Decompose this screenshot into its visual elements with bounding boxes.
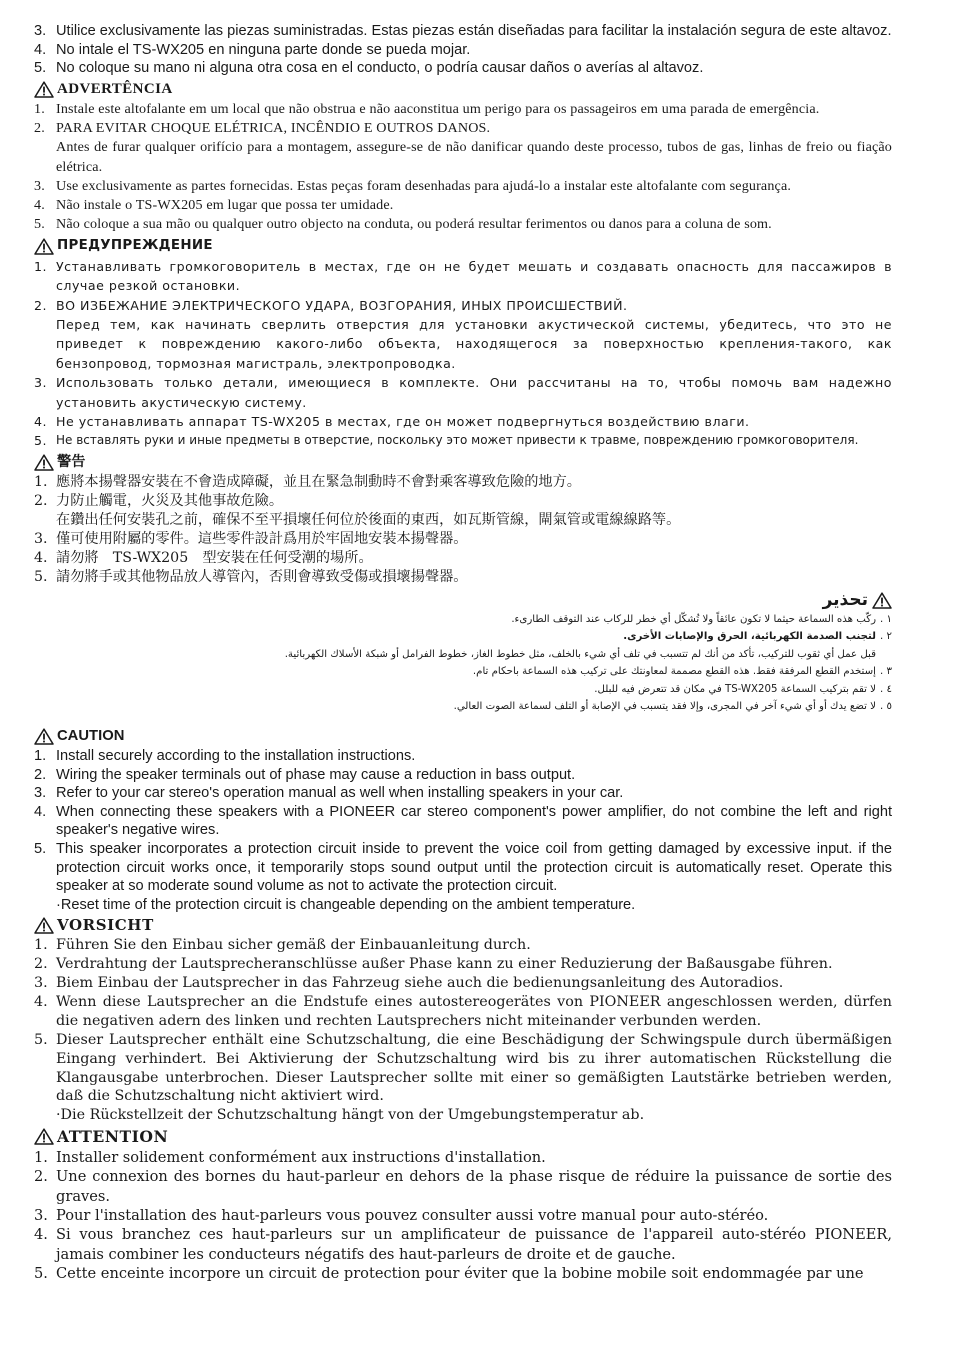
section-title-pt	[34, 80, 892, 99]
item-text: Не вставлять руки и иные предметы в отверстие, поскольку это может привести к травме, повреждению громкоговорителя.	[56, 433, 859, 448]
item-text: 請勿將 TS-WX205 型安裝在任何受潮的場所。	[56, 550, 373, 567]
item-text: Não coloque a sua mão ou qualquer outro objecto na conduta, ou poderá resultar ferimentos ou danos para a coluna de som.	[56, 216, 772, 233]
list-item	[34, 492, 892, 530]
list-en	[34, 747, 892, 896]
section-ar	[34, 589, 892, 716]
item-text: Wiring the speaker terminals out of phase may cause a reduction in bass output.	[56, 766, 576, 783]
list-item	[34, 215, 892, 234]
item-number: 3.	[34, 177, 45, 194]
item-text: Устанавливать громкоговоритель в местах, где он не будет мешать и создавать опасность для пассажиров в случае резкой остановки.	[56, 258, 892, 294]
list-ar	[34, 611, 892, 715]
section-fr	[34, 1127, 892, 1283]
item-text: إستخدم القطع المرفقة فقط. هذه القطع مصممة لمعاونتك على تركيب هذه السماعة باحكام تام.	[472, 666, 876, 678]
list-item	[34, 373, 892, 412]
list-item	[34, 1225, 892, 1264]
warning-triangle-icon	[34, 81, 54, 98]
item-number: 1.	[34, 100, 45, 117]
item-text: ВО ИЗБЕЖАНИЕ ЭЛЕКТРИЧЕСКОГО УДАРА, ВОЗГОРАНИЯ, ИНЫХ ПРОИСШЕСТВИЙ.	[56, 297, 628, 313]
item-subtext: Перед тем, как начинать сверлить отверстия для установки акустической системы, убедитесь, что это не приведет к повреждению какого-либо объекта, находящегося за поверхностью крепления-такого, как бензопровод, тормозная магистраль, электропроводка.	[56, 317, 892, 371]
section-es	[34, 22, 892, 78]
item-text: Biem Einbau der Lautsprecher in das Fahrzeug siehe auch die bedienungsanleitung des Autoradios.	[56, 975, 784, 992]
item-text: 請勿將手或其他物品放人導管內，否則會導致受傷或損壞揚聲器。	[56, 569, 468, 586]
item-number: ٣ .	[880, 666, 892, 678]
warning-triangle-icon	[34, 1128, 54, 1145]
item-text: Utilice exclusivamente las piezas suministradas. Estas piezas están diseñadas para facilitar la instalación segura de este altavoz.	[56, 23, 892, 39]
item-number: 3.	[34, 23, 47, 39]
list-item	[34, 698, 892, 715]
item-text: Use exclusivamente as partes fornecidas. Estas peças foram desenhadas para ajudá-lo a instalar este altofalante com segurança.	[56, 177, 792, 194]
list-item	[34, 840, 892, 896]
section-title-text: ПРЕДУПРЕЖДЕНИЕ	[57, 238, 213, 254]
list-es	[34, 22, 892, 78]
list-item	[34, 119, 892, 177]
item-number: 2.	[34, 956, 48, 973]
list-item	[34, 1264, 892, 1283]
item-number: 4.	[34, 803, 47, 820]
list-item	[34, 936, 892, 955]
list-item	[34, 177, 892, 196]
list-item	[34, 1206, 892, 1225]
list-item	[34, 257, 892, 296]
item-text: Refer to your car stereo's operation manual as well when installing speakers in your car.	[56, 785, 624, 802]
item-number: 5.	[34, 216, 45, 233]
item-text: No intale el TS-WX205 en ninguna parte donde se pueda mojar.	[56, 41, 471, 58]
section-title-ar	[34, 589, 892, 610]
list-item	[34, 473, 892, 492]
list-item	[34, 22, 892, 41]
list-item	[34, 681, 892, 698]
section-title-text: ATTENTION	[57, 1127, 169, 1147]
list-item	[34, 549, 892, 568]
item-text: Install securely according to the installation instructions.	[56, 747, 416, 764]
list-item	[34, 611, 892, 628]
protection-note: ·Die Rückstellzeit der Schutzschaltung hängt von der Umgebungstemperatur ab.	[56, 1107, 645, 1124]
warning-triangle-icon	[34, 454, 54, 471]
section-title-text: ADVERTÊNCIA	[57, 80, 173, 97]
list-item	[34, 196, 892, 215]
item-number: 4.	[34, 993, 48, 1010]
item-number: 4.	[34, 414, 48, 430]
item-number: 5.	[34, 1265, 48, 1283]
item-number: ٢ .	[880, 631, 892, 643]
protection-note: ·Reset time of the protection circuit is changeable depending on the ambient temperature.	[56, 896, 636, 913]
item-text: 僅可使用附屬的零件。這些零件設計爲用於牢固地安裝本揚聲器。	[56, 531, 468, 548]
list-item	[34, 646, 892, 663]
item-text: Führen Sie den Einbau sicher gemäß der Einbauanleitung durch.	[56, 937, 531, 954]
list-item	[34, 766, 892, 785]
list-item	[34, 431, 892, 450]
section-title-ru	[34, 236, 892, 255]
item-subtext: Antes de furar qualquer orifício para a montagem, assegure-se de não danificar quando deste processo, tubos de gas, linhas de freio ou fiação elétrica.	[56, 139, 892, 175]
list-zh	[34, 473, 892, 588]
item-text: Pour l'installation des haut-parleurs vous pouvez consulter aussi votre manual pour auto-stéréo.	[56, 1206, 769, 1224]
list-pt	[34, 100, 892, 234]
list-item	[34, 568, 892, 587]
section-title-text: VORSICHT	[57, 916, 154, 935]
item-text: Une connexion des bornes du haut-parleur en dehors de la phase risque de réduire la puissance de sortie des graves.	[56, 1168, 892, 1205]
warning-triangle-icon	[34, 917, 54, 934]
item-number: 1.	[34, 258, 48, 274]
list-item	[34, 530, 892, 549]
item-number: 3.	[34, 785, 47, 802]
section-title-text: CAUTION	[57, 728, 125, 745]
list-item	[34, 628, 892, 645]
warning-triangle-icon	[872, 592, 892, 609]
item-number: 5.	[34, 569, 48, 586]
item-number: 5.	[34, 840, 47, 857]
list-de	[34, 936, 892, 1106]
item-number: 2.	[34, 297, 48, 313]
item-number: 3.	[34, 975, 48, 992]
item-number: 2.	[34, 120, 45, 137]
list-item	[34, 412, 892, 431]
item-number: 5.	[34, 60, 47, 77]
list-fr	[34, 1148, 892, 1284]
list-item	[34, 59, 892, 78]
section-title-text: تحذير	[822, 589, 868, 610]
item-number: 5.	[34, 1031, 48, 1048]
list-ru	[34, 257, 892, 451]
warning-triangle-icon	[34, 238, 54, 255]
item-text: When connecting these speakers with a PIONEER car stereo component's power amplifier, do not combine the left and right speaker's negative wires.	[56, 803, 892, 839]
section-title-de	[34, 916, 892, 935]
section-title-zh	[34, 453, 892, 472]
item-text: 力防止觸電，火災及其他事故危險。	[56, 493, 284, 510]
section-zh	[34, 453, 892, 588]
list-item	[34, 296, 892, 374]
item-number: 4.	[34, 1226, 48, 1244]
item-text: Использовать только детали, имеющиеся в комплекте. Они рассчитаны на то, чтобы помочь вам надежно установить акустическую систему.	[56, 375, 892, 410]
section-ru	[34, 236, 892, 450]
item-text: Si vous branchez ces haut-parleurs sur un amplificateur de puissance de l'appareil auto-stéréo PIONEER, jamais combiner les conducteurs négatifs des haut-parleurs de droite et de gauche.	[56, 1226, 892, 1263]
item-text: PARA EVITAR CHOQUE ELÉTRICA, INCÊNDIO E OUTROS DANOS.	[56, 120, 491, 137]
section-pt	[34, 80, 892, 235]
item-text: No coloque su mano ni alguna otra cosa en el conducto, o podría causar daños o averías al altavoz.	[56, 60, 704, 77]
item-number: 3.	[34, 375, 48, 391]
item-text: Не устанавливать аппарат TS-WX205 в местах, где он может подвергнуться воздействию влаги.	[56, 414, 750, 430]
section-de	[34, 916, 892, 1125]
item-number: 2.	[34, 1168, 48, 1186]
list-item	[34, 747, 892, 766]
item-number: 1.	[34, 473, 48, 490]
warning-triangle-icon	[34, 728, 54, 745]
list-item	[34, 41, 892, 60]
item-subtext: قبل عمل أي ثقوب للتركيب، تأكد من أنك لم تتسبب في تلف أي شيء بالخلف، مثل خطوط الغاز، خطوط الفرامل أو شبكة الأسلاك الكهربائية.	[284, 648, 876, 660]
item-number: 5.	[34, 433, 48, 449]
list-item	[34, 974, 892, 993]
item-text: لتجنب الصدمة الكهربائية، الحرق والإصابات الأخرى.	[623, 631, 876, 643]
section-title-fr	[34, 1127, 892, 1146]
item-number: 1.	[34, 937, 48, 954]
item-text: لا تضع يدك أو أي شيء آخر في المجرى، وإلا فقد يتسبب في الإصابة أو التلف لسماعة الصوت العالي.	[453, 700, 876, 712]
item-text: Installer solidement conformément aux instructions d'installation.	[56, 1148, 546, 1166]
list-item	[34, 100, 892, 119]
list-item	[34, 784, 892, 803]
item-number: 3.	[34, 531, 48, 548]
item-text: Wenn diese Lautsprecher an die Endstufe eines autostereogerätes von PIONEER angeschlossen werden, dürfen die negativen adern des linken und rechten Lautsprechers nicht miteinander verbunden werden.	[56, 993, 892, 1029]
section-title-en	[34, 727, 892, 746]
item-number: 4.	[34, 41, 47, 58]
item-number: ٥ .	[880, 700, 892, 712]
item-text: Cette enceinte incorpore un circuit de protection pour éviter que la bobine mobile soit endommagée par une	[56, 1265, 864, 1283]
item-number: 1.	[34, 747, 47, 764]
list-item	[34, 1167, 892, 1206]
item-text: 應將本揚聲器安裝在不會造成障礙，並且在緊急制動時不會對乘客導致危險的地方。	[56, 473, 581, 490]
item-number: 2.	[34, 493, 48, 510]
item-subtext: 在鑽出任何安裝孔之前，確保不至平損壞任何位於後面的東西，如瓦斯管線，閘氣管或電線線路等。	[56, 512, 681, 529]
item-text: لا تقم بتركيب السماعة TS-WX205 في مكان قد تتعرض فيه للبلل.	[594, 683, 876, 695]
item-text: This speaker incorporates a protection circuit inside to prevent the voice coil from getting damaged by excessive input. if the protection circuit works once, it temporarily stops sound output until the protection circuit is automatically reset. Operate this speaker at so moderate sound volume as not to activate the protection circuit.	[56, 840, 892, 895]
manual-page	[34, 22, 892, 1284]
section-title-text: 警告	[57, 453, 86, 470]
item-number: 1.	[34, 1148, 48, 1166]
item-number: 3.	[34, 1206, 48, 1224]
item-number: 4.	[34, 550, 48, 567]
item-number: 4.	[34, 197, 45, 213]
item-number: 2.	[34, 766, 47, 783]
item-number: ٤ .	[880, 683, 892, 695]
item-text: Verdrahtung der Lautsprecheranschlüsse außer Phase kann zu einer Reduzierung der Baßausgabe führen.	[56, 956, 833, 973]
item-text: Dieser Lautsprecher enthält eine Schutzschaltung, die eine Beschädigung der Schwingspule durch übermäßigen Eingang verhindert. Bei Aktivierung der Schutzschaltung wird bis zu ihrer automatischen Rückstellung die Klangausgabe unterbrochen. Dieser Lautsprecher sollte mit einer so gemäßigten Lautstärke betrieben werden, daß die Schutzschaltung nicht aktiviert wird.	[56, 1031, 892, 1105]
list-item	[34, 1031, 892, 1107]
list-item	[34, 803, 892, 840]
list-item	[34, 993, 892, 1031]
item-text: Instale este altofalante em um local que não obstrua e não aaconstitua um perigo para os passageiros em uma parada de emergência.	[56, 100, 820, 117]
list-item	[34, 1148, 892, 1167]
section-en	[34, 727, 892, 914]
list-item	[34, 955, 892, 974]
item-text: ركّب هذه السماعة حيثما لا تكون عائقاً ولا تُشكّل أي خطر للركاب عند التوقف الطارىء.	[511, 613, 876, 625]
list-item	[34, 663, 892, 680]
item-number: ١ .	[880, 613, 892, 625]
item-text: Não instale o TS-WX205 em lugar que possa ter umidade.	[56, 197, 394, 213]
